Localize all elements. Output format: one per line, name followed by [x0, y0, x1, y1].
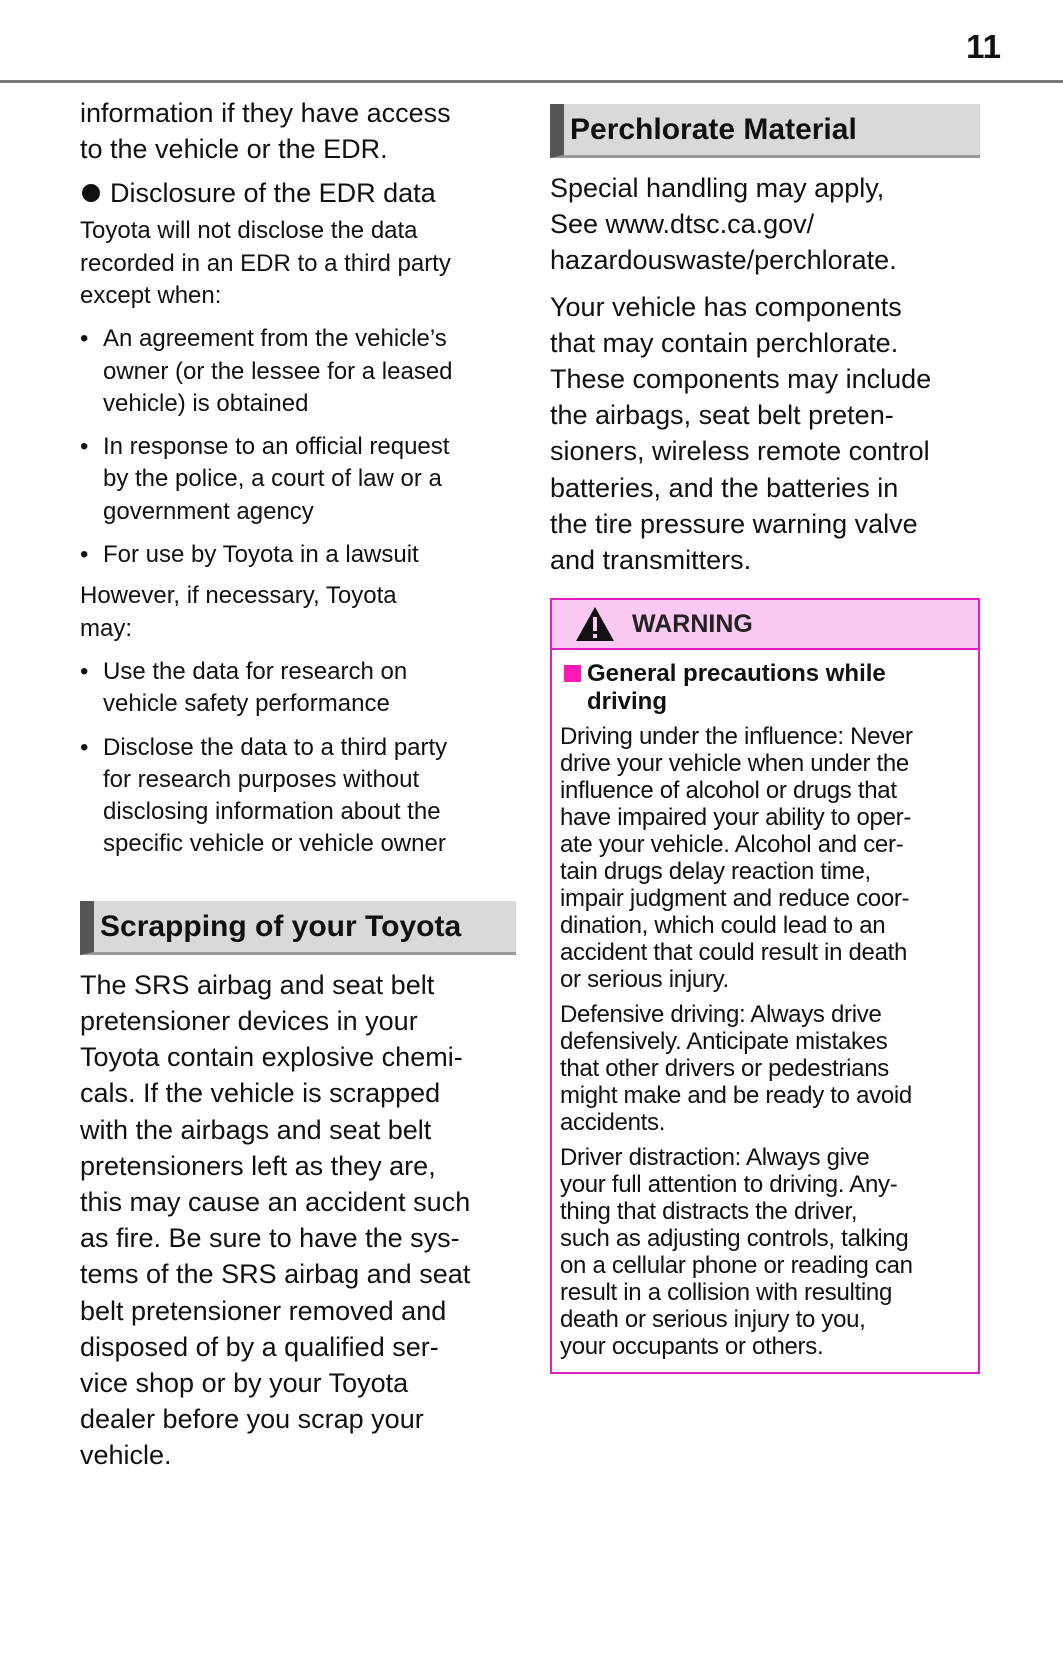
text-line: on a cellular phone or reading can [560, 1252, 913, 1279]
text-line: pretensioner devices in your [80, 1005, 418, 1036]
text-line: this may cause an accident such [80, 1186, 471, 1217]
special-handling-paragraph [550, 170, 983, 279]
text-line: Your vehicle has components [550, 291, 902, 322]
text-line: The SRS airbag and seat belt [80, 969, 435, 1000]
text-line: Defensive driving: Always drive [560, 1001, 882, 1028]
text-line: Toyota contain explosive chemi- [80, 1042, 463, 1073]
components-paragraph [550, 289, 983, 579]
text-line: recorded in an EDR to a third party [80, 249, 451, 277]
text-line: vehicle safety performance [103, 690, 390, 718]
page-number: 11 [966, 28, 1001, 65]
text-line: that other drivers or pedestrians [560, 1055, 889, 1082]
text-line: drive your vehicle when under the [560, 750, 909, 777]
text-line: and transmitters. [550, 545, 752, 576]
except-list [80, 323, 520, 571]
text-line: may: [80, 614, 133, 642]
text-line: accidents. [560, 1109, 666, 1136]
text-line: by the police, a court of law or a [103, 465, 442, 493]
text-line: vehicle. [80, 1440, 172, 1471]
disclosure-intro [80, 215, 520, 312]
warning-paragraph-defensive [560, 1001, 970, 1136]
text-line: batteries, and the batteries in [550, 472, 899, 503]
text-line: dealer before you scrap your [80, 1404, 424, 1435]
text-line: vehicle) is obtained [103, 389, 309, 417]
text-line: ate your vehicle. Alcohol and cer- [560, 831, 904, 858]
warning-body [552, 650, 978, 1360]
intro-paragraph [80, 95, 520, 167]
text-line: tems of the SRS airbag and seat [80, 1259, 471, 1290]
warning-label: WARNING [632, 609, 753, 638]
text-line: result in a collision with resulting [560, 1279, 893, 1306]
pink-square-icon [564, 665, 581, 682]
text-line: that may contain perchlorate. [550, 327, 899, 358]
list-bullet: • [80, 657, 89, 685]
text-line: sioners, wireless remote control [550, 436, 930, 467]
list-item [80, 323, 520, 420]
text-line: cals. If the vehicle is scrapped [80, 1078, 441, 1109]
text-line: have impaired your ability to oper- [560, 804, 912, 831]
left-column [80, 95, 520, 1474]
list-bullet: • [80, 541, 89, 569]
text-line: the airbags, seat belt preten- [550, 400, 894, 431]
text-line: with the airbags and seat belt [80, 1114, 432, 1145]
warning-triangle-icon [574, 605, 616, 643]
text-line: General precautions while [587, 660, 886, 687]
scrapping-section-heading: Scrapping of your Toyota [80, 901, 516, 955]
text-line: For use by Toyota in a lawsuit [103, 541, 419, 569]
text-line: thing that distracts the driver, [560, 1198, 858, 1225]
text-line: specific vehicle or vehicle owner [103, 830, 446, 858]
text-line: information if they have access [80, 98, 451, 128]
list-bullet: • [80, 433, 89, 461]
however-paragraph [80, 580, 520, 645]
disclosure-heading [80, 175, 520, 211]
text-line: disposed of by a qualified ser- [80, 1331, 439, 1362]
text-line: disclosing information about the [103, 798, 441, 826]
text-line: to the vehicle or the EDR. [80, 134, 388, 165]
text-line: except when: [80, 282, 222, 309]
text-line: tain drugs delay reaction time, [560, 858, 871, 885]
text-line: belt pretensioner removed and [80, 1295, 447, 1326]
right-column [550, 104, 983, 578]
text-line: Disclose the data to a third party [103, 733, 448, 761]
text-line: your occupants or others. [560, 1333, 824, 1360]
warning-paragraph-distraction [560, 1144, 970, 1360]
text-line: driving [587, 687, 668, 715]
text-line: your full attention to driving. Any- [560, 1171, 898, 1198]
text-line: accident that could result in death [560, 939, 908, 966]
perchlorate-section-heading: Perchlorate Material [550, 104, 980, 158]
warning-subheading-text [587, 660, 886, 715]
text-line: defensively. Anticipate mistakes [560, 1028, 888, 1055]
warning-box [550, 598, 980, 1374]
list-bullet: • [80, 325, 89, 353]
text-line: Toyota will not disclose the data [80, 217, 418, 245]
text-line: impair judgment and reduce coor- [560, 885, 910, 912]
text-line: hazardouswaste/perchlorate. [550, 245, 897, 276]
text-line: However, if necessary, Toyota [80, 582, 397, 610]
text-line: influence of alcohol or drugs that [560, 777, 897, 804]
may-list [80, 656, 520, 861]
text-line: vice shop or by your Toyota [80, 1367, 409, 1398]
text-line: See www.dtsc.ca.gov/ [550, 209, 815, 240]
text-line: owner (or the lessee for a leased [103, 357, 453, 385]
text-line: for research purposes without [103, 765, 420, 793]
text-line: government agency [103, 497, 314, 525]
list-item [80, 539, 520, 571]
header-rule [0, 80, 1063, 83]
text-line: Driving under the influence: Never [560, 723, 913, 750]
text-line: Special handling may apply, [550, 173, 885, 203]
text-line: Driver distraction: Always give [560, 1144, 870, 1171]
list-item [80, 732, 520, 861]
warning-paragraph-influence [560, 723, 970, 993]
text-line: death or serious injury to you, [560, 1306, 866, 1333]
text-line: pretensioners left as they are, [80, 1150, 436, 1181]
warning-header [552, 600, 978, 650]
text-line: In response to an official request [103, 433, 450, 461]
text-line: the tire pressure warning valve [550, 508, 918, 539]
text-line: as fire. Be sure to have the sys- [80, 1223, 460, 1254]
text-line: such as adjusting controls, talking [560, 1225, 909, 1252]
disclosure-heading-text: Disclosure of the EDR data [110, 178, 436, 209]
text-line: An agreement from the vehicle’s [103, 325, 447, 353]
warning-subheading [560, 660, 970, 715]
text-line: Use the data for research on [103, 657, 408, 685]
list-item [80, 431, 520, 528]
scrapping-paragraph [80, 967, 520, 1474]
text-line: These components may include [550, 364, 932, 395]
bullet-dot-icon [82, 184, 100, 202]
list-bullet: • [80, 733, 89, 761]
text-line: might make and be ready to avoid [560, 1082, 912, 1109]
list-item [80, 656, 520, 721]
text-line: dination, which could lead to an [560, 912, 886, 939]
text-line: or serious injury. [560, 966, 729, 993]
